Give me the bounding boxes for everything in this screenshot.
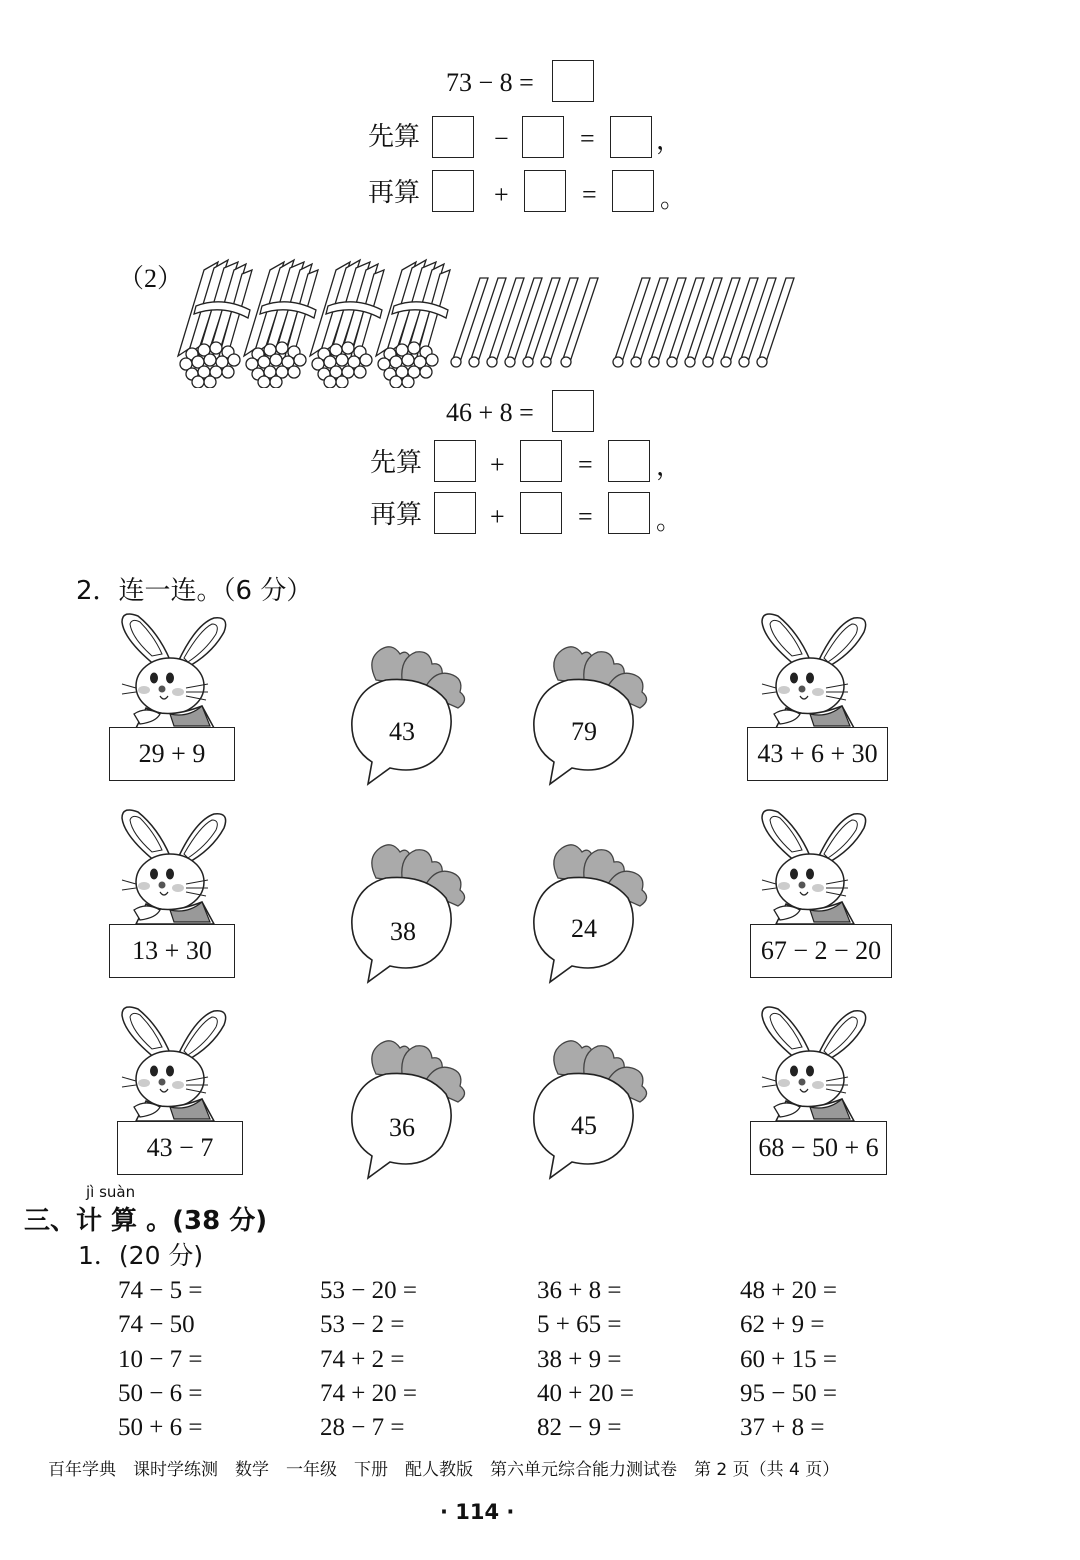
answer-box[interactable]	[610, 116, 652, 158]
radish-number[interactable]: 24	[571, 914, 597, 943]
answer-box[interactable]	[552, 390, 594, 432]
equals-sign: =	[578, 450, 593, 479]
equals-sign: =	[582, 180, 597, 209]
calc-problem: 74 + 20 =	[320, 1380, 417, 1407]
pinyin-annotation: jì suàn	[86, 1183, 136, 1201]
answer-box[interactable]	[520, 440, 562, 482]
calc-problem: 48 + 20 =	[740, 1277, 837, 1304]
calc-problem: 28 − 7 =	[320, 1414, 405, 1441]
radish-icon	[528, 1034, 658, 1184]
rabbit-icon	[756, 1003, 876, 1123]
rabbit-icon	[116, 806, 236, 926]
calc-problem: 50 − 6 =	[118, 1380, 203, 1407]
footer-line: 百年学典 课时学练测 数学 一年级 下册 配人教版 第六单元综合能力测试卷 第 2 页（共 4 页）	[48, 1460, 840, 1480]
radish-icon	[528, 640, 658, 790]
answer-box[interactable]	[522, 116, 564, 158]
sub-question-label: （2）	[118, 264, 184, 293]
calc-problem: 37 + 8 =	[740, 1414, 825, 1441]
radish-number[interactable]: 79	[571, 717, 597, 746]
answer-box[interactable]	[612, 170, 654, 212]
minus-sign: −	[494, 124, 509, 153]
step-first-label: 先算	[370, 448, 423, 478]
step-then-label: 再算	[370, 500, 423, 530]
answer-box[interactable]	[432, 170, 474, 212]
equals-sign: =	[578, 502, 593, 531]
question-2-title: 2．连一连。（6 分）	[76, 576, 313, 606]
plus-sign: +	[490, 502, 505, 531]
rabbit-icon	[116, 1003, 236, 1123]
calc-problem: 5 + 65 =	[537, 1311, 622, 1338]
answer-box[interactable]	[434, 492, 476, 534]
period: 。	[656, 506, 683, 536]
calc-problem: 38 + 9 =	[537, 1346, 622, 1373]
right-card[interactable]: 68 − 50 + 6	[750, 1121, 887, 1175]
right-card[interactable]: 43 + 6 + 30	[747, 727, 888, 781]
period: 。	[660, 184, 687, 214]
answer-box[interactable]	[608, 492, 650, 534]
right-card[interactable]: 67 − 2 − 20	[750, 924, 892, 978]
answer-box[interactable]	[524, 170, 566, 212]
rabbit-icon	[756, 806, 876, 926]
step-then-label: 再算	[368, 178, 421, 208]
radish-number[interactable]: 43	[389, 717, 415, 746]
radish-number[interactable]: 38	[390, 917, 416, 946]
radish-number[interactable]: 45	[571, 1111, 597, 1140]
radish-icon	[346, 838, 476, 988]
plus-sign: +	[494, 180, 509, 209]
calc-problem: 74 − 5 =	[118, 1277, 203, 1304]
left-card[interactable]: 13 + 30	[109, 924, 235, 978]
radish-icon	[346, 1034, 476, 1184]
rabbit-icon	[756, 610, 876, 730]
left-card[interactable]: 43 − 7	[117, 1121, 243, 1175]
comma: ，	[656, 452, 683, 482]
calc-problem: 10 − 7 =	[118, 1346, 203, 1373]
radish-icon	[528, 838, 658, 988]
sub-question-1-label: 1．(20 分)	[78, 1241, 204, 1270]
calc-problem: 53 − 2 =	[320, 1311, 405, 1338]
answer-box[interactable]	[552, 60, 594, 102]
left-card[interactable]: 29 + 9	[109, 727, 235, 781]
radish-number[interactable]: 36	[389, 1113, 415, 1142]
section-3-title: 三、计 算 。(38 分)	[24, 1206, 268, 1236]
equals-sign: =	[580, 124, 595, 153]
answer-box[interactable]	[608, 440, 650, 482]
calc-problem: 53 − 20 =	[320, 1277, 417, 1304]
calc-problem: 62 + 9 =	[740, 1311, 825, 1338]
answer-box[interactable]	[434, 440, 476, 482]
calc-problem: 40 + 20 =	[537, 1380, 634, 1407]
answer-box[interactable]	[520, 492, 562, 534]
equation-73-minus-8: 73 − 8 =	[446, 68, 534, 97]
radish-icon	[346, 640, 476, 790]
page-number: · 114 ·	[440, 1500, 515, 1524]
answer-box[interactable]	[432, 116, 474, 158]
calc-problem: 82 − 9 =	[537, 1414, 622, 1441]
calc-problem: 74 − 50	[118, 1311, 195, 1338]
calc-problem: 50 + 6 =	[118, 1414, 203, 1441]
calc-problem: 60 + 15 =	[740, 1346, 837, 1373]
rabbit-icon	[116, 610, 236, 730]
plus-sign: +	[490, 450, 505, 479]
equation-46-plus-8: 46 + 8 =	[446, 398, 534, 427]
comma: ，	[656, 126, 683, 156]
calc-problem: 95 − 50 =	[740, 1380, 837, 1407]
calc-problem: 36 + 8 =	[537, 1277, 622, 1304]
step-first-label: 先算	[368, 122, 421, 152]
bundled-sticks-icon	[170, 258, 800, 388]
calc-problem: 74 + 2 =	[320, 1346, 405, 1373]
